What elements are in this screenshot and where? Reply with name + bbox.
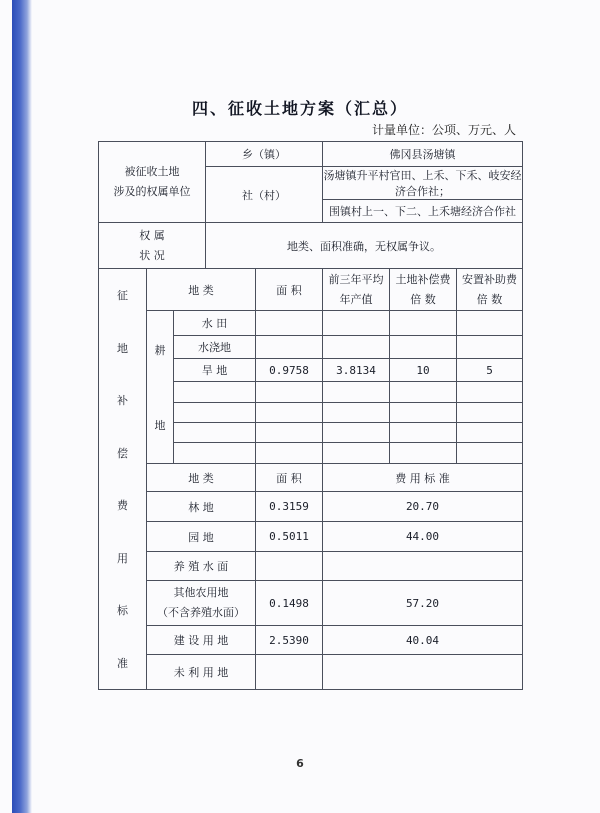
empty-cell — [390, 382, 457, 402]
other-type — [147, 581, 256, 626]
other-standard — [323, 655, 523, 690]
empty-cell — [457, 382, 523, 402]
avg-output-line2: 年产值 — [339, 292, 373, 306]
other-standard: 44.00 — [323, 522, 523, 552]
section-char: 准 — [117, 656, 128, 670]
empty-cell — [323, 422, 390, 442]
table-row — [99, 492, 523, 522]
cultivated-resettle — [457, 311, 523, 336]
resettle-line2: 倍 数 — [476, 292, 503, 306]
empty-cell — [174, 382, 256, 402]
rights-unit-label-line2: 涉及的权属单位 — [113, 185, 191, 198]
cultivated-char: 地 — [154, 418, 166, 432]
land-acquisition-table — [98, 141, 523, 690]
empty-cell — [174, 422, 256, 442]
other-area: 0.1498 — [256, 581, 323, 626]
cultivated-char: 耕 — [154, 343, 166, 357]
table-row — [99, 626, 523, 655]
binding-edge — [12, 0, 32, 813]
ownership-value: 地类、面积准确，无权属争议。 — [206, 223, 523, 269]
section-char: 地 — [117, 341, 128, 355]
avg-output-line1: 前三年平均 — [328, 272, 384, 286]
township-label: 乡（镇） — [206, 142, 323, 167]
rights-unit-label — [99, 142, 206, 223]
cultivated-header-land-type: 地 类 — [147, 269, 256, 311]
other-type: 林 地 — [147, 492, 256, 522]
comp-line1: 土地补偿费 — [395, 272, 451, 286]
cultivated-header-area: 面 积 — [256, 269, 323, 311]
other-area — [256, 552, 323, 581]
empty-cell — [323, 442, 390, 463]
empty-cell — [390, 422, 457, 442]
other-type: 养 殖 水 面 — [147, 552, 256, 581]
table-row — [99, 655, 523, 690]
table-row — [99, 522, 523, 552]
other-header-standard: 费 用 标 准 — [323, 464, 523, 492]
empty-cell — [256, 382, 323, 402]
unit-note: 计量单位：公项、万元、人 — [372, 123, 517, 137]
table-row — [99, 552, 523, 581]
other-area: 0.5011 — [256, 522, 323, 552]
page-title: 四、征收土地方案（汇总） — [191, 99, 408, 118]
cultivated-area — [256, 336, 323, 359]
township-value: 佛冈县汤塘镇 — [323, 142, 523, 167]
empty-cell — [457, 442, 523, 463]
cultivated-avg — [323, 311, 390, 336]
cultivated-resettle — [457, 336, 523, 359]
empty-cell — [390, 442, 457, 463]
cultivated-type: 旱 地 — [174, 359, 256, 382]
cultivated-header-comp — [390, 269, 457, 311]
section-char: 费 — [117, 499, 128, 513]
empty-cell — [256, 422, 323, 442]
other-area — [256, 655, 323, 690]
empty-cell — [323, 402, 390, 422]
other-standard: 57.20 — [323, 581, 523, 626]
cultivated-type: 水浇地 — [174, 336, 256, 359]
table-row — [99, 581, 523, 626]
other-header-area: 面 积 — [256, 464, 323, 492]
cultivated-avg: 3.8134 — [323, 359, 390, 382]
other-type: 未 利 用 地 — [147, 655, 256, 690]
section-char: 用 — [117, 551, 128, 565]
section-char: 征 — [117, 289, 128, 303]
ownership-label-line2: 状 况 — [139, 248, 165, 262]
cultivated-comp: 10 — [390, 359, 457, 382]
section-char: 标 — [117, 604, 128, 618]
cultivated-resettle: 5 — [457, 359, 523, 382]
village-value-line1: 汤塘镇升平村官田、上禾、下禾、岐安经济合作社； — [323, 167, 523, 200]
other-header-land-type: 地 类 — [147, 464, 256, 492]
cultivated-area: 0.9758 — [256, 359, 323, 382]
empty-cell — [323, 382, 390, 402]
empty-cell — [256, 402, 323, 422]
empty-cell — [390, 402, 457, 422]
empty-cell — [457, 402, 523, 422]
ownership-label-line1: 权 属 — [139, 228, 165, 242]
village-label: 社（村） — [206, 167, 323, 223]
cultivated-avg — [323, 336, 390, 359]
other-type: 园 地 — [147, 522, 256, 552]
other-area: 2.5390 — [256, 626, 323, 655]
ownership-label — [99, 223, 206, 269]
table-row — [99, 311, 523, 336]
other-standard — [323, 552, 523, 581]
resettle-line1: 安置补助费 — [462, 272, 517, 286]
empty-cell — [174, 442, 256, 463]
empty-cell — [457, 422, 523, 442]
section-char: 偿 — [117, 446, 128, 460]
cultivated-comp — [390, 311, 457, 336]
other-type-line2: （不含养殖水面） — [157, 606, 245, 619]
page-number: 6 — [296, 757, 304, 770]
empty-cell — [256, 442, 323, 463]
cultivated-label — [147, 311, 174, 464]
section-char: 补 — [117, 394, 128, 408]
empty-cell — [174, 402, 256, 422]
cultivated-comp — [390, 336, 457, 359]
cultivated-area — [256, 311, 323, 336]
other-type: 建 设 用 地 — [147, 626, 256, 655]
compensation-section-label — [99, 269, 147, 690]
cultivated-type: 水 田 — [174, 311, 256, 336]
other-standard: 20.70 — [323, 492, 523, 522]
cultivated-header-resettle — [457, 269, 523, 311]
other-area: 0.3159 — [256, 492, 323, 522]
other-type-line1: 其他农用地 — [173, 586, 229, 599]
village-value-line2: 围镇村上一、下二、上禾塘经济合作社 — [323, 200, 523, 223]
other-standard: 40.04 — [323, 626, 523, 655]
comp-line2: 倍 数 — [410, 292, 436, 306]
cultivated-header-avg-output — [323, 269, 390, 311]
rights-unit-label-line1: 被征收土地 — [124, 165, 180, 178]
